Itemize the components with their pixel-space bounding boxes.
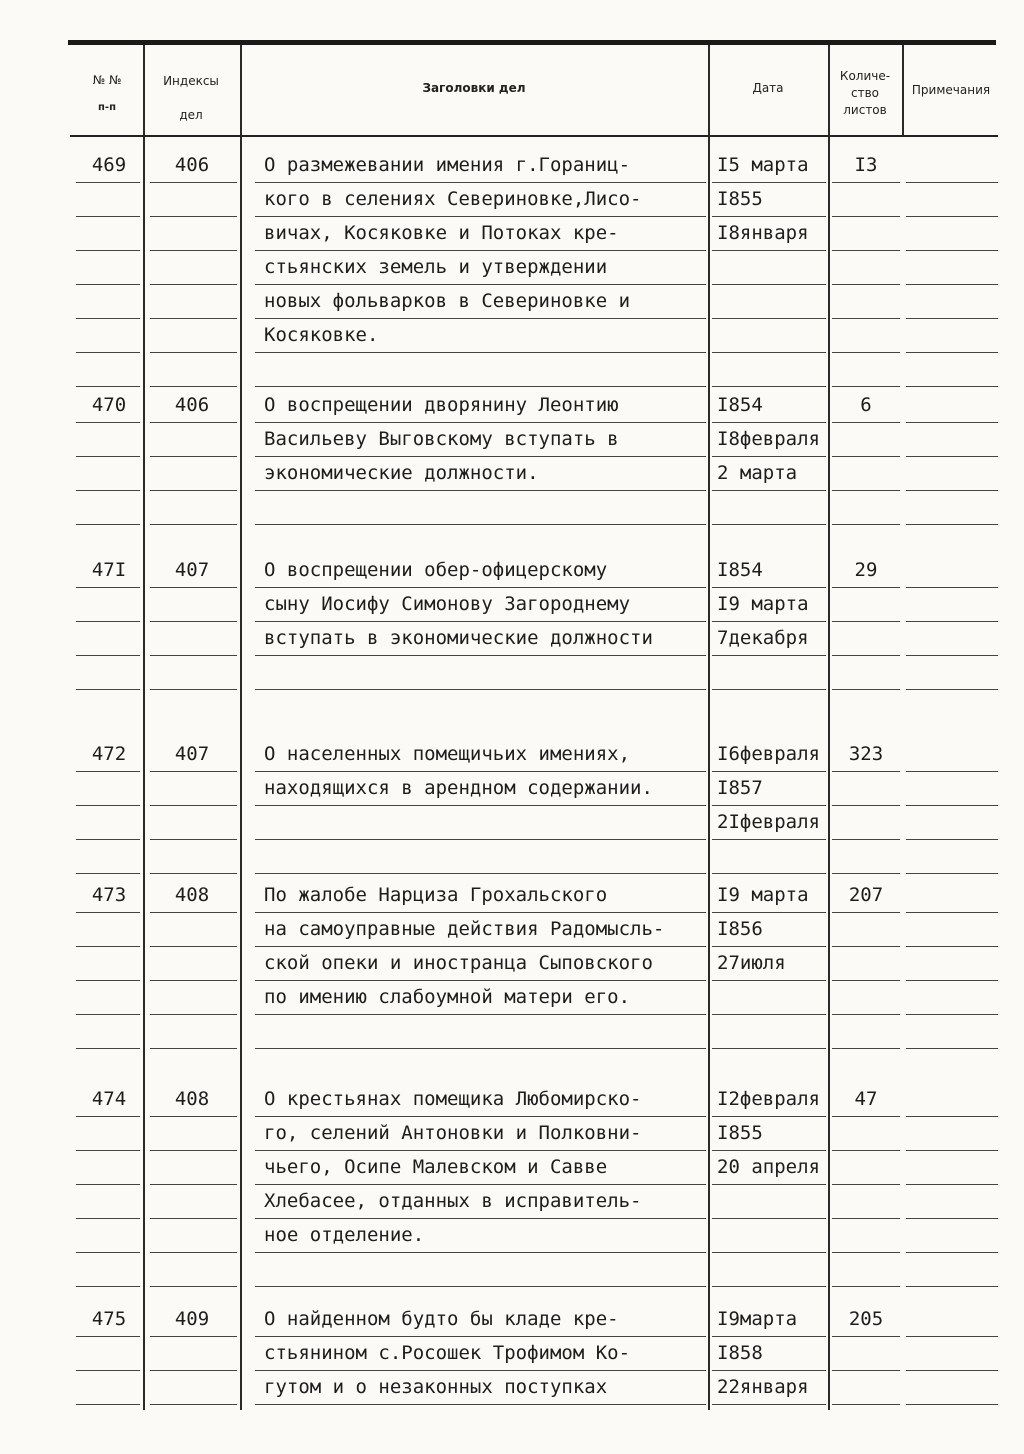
- ruled-line: [906, 318, 998, 319]
- ruled-line: [255, 771, 706, 772]
- ruled-line: [76, 490, 140, 491]
- ruled-line: [712, 1184, 826, 1185]
- ruled-line: [906, 1404, 998, 1405]
- ruled-line: [712, 250, 826, 251]
- ruled-line: [906, 621, 998, 622]
- header-bottom-rule: [70, 135, 998, 137]
- ruled-line: [712, 689, 826, 690]
- ruled-line: [832, 1252, 900, 1253]
- ruled-line: [150, 216, 237, 217]
- ruled-line: [76, 980, 140, 981]
- ruled-line: [150, 1150, 237, 1151]
- ruled-line: [150, 386, 237, 387]
- ruled-line: [906, 1014, 998, 1015]
- header-number-label: № №: [92, 73, 122, 87]
- record-title-line: Хлебасее, отданных в исправитель-: [264, 1190, 642, 1212]
- ruled-line: [76, 1286, 140, 1287]
- record-index: 406: [174, 154, 210, 176]
- ruled-line: [712, 621, 826, 622]
- record-title-line: экономические должности.: [264, 462, 539, 484]
- ruled-line: [255, 216, 706, 217]
- ruled-line: [906, 771, 998, 772]
- header-count-line-1: Количе-: [839, 69, 891, 83]
- record-title-line: О крестьянах помещика Любомирско-: [264, 1088, 642, 1110]
- ruled-line: [712, 980, 826, 981]
- ruled-line: [150, 1184, 237, 1185]
- record-index: 409: [174, 1308, 210, 1330]
- ruled-line: [906, 980, 998, 981]
- ruled-line: [255, 805, 706, 806]
- ruled-line: [255, 1286, 706, 1287]
- ruled-line: [150, 1014, 237, 1015]
- record-index: 408: [174, 1088, 210, 1110]
- ruled-line: [150, 1218, 237, 1219]
- ruled-line: [255, 1048, 706, 1049]
- ruled-line: [906, 456, 998, 457]
- ruled-line: [150, 873, 237, 874]
- record-title-line: го, селений Антоновки и Полковни-: [264, 1122, 642, 1144]
- ruled-line: [150, 1116, 237, 1117]
- record-date-line: 22января: [717, 1376, 809, 1398]
- ruled-line: [712, 524, 826, 525]
- ruled-line: [712, 1404, 826, 1405]
- record-date-line: I9марта: [717, 1308, 798, 1330]
- ruled-line: [832, 1150, 900, 1151]
- ruled-line: [712, 805, 826, 806]
- ruled-line: [150, 839, 237, 840]
- record-date-line: I855: [717, 1122, 763, 1144]
- record-index: 407: [174, 743, 210, 765]
- ruled-line: [255, 1370, 706, 1371]
- ruled-line: [150, 805, 237, 806]
- ruled-line: [712, 912, 826, 913]
- ruled-line: [255, 1404, 706, 1405]
- record-index: 408: [174, 884, 210, 906]
- ruled-line: [832, 912, 900, 913]
- record-title-line: чьего, Осипе Малевском и Савве: [264, 1156, 608, 1178]
- record-sheet-count: 29: [854, 559, 878, 581]
- ruled-line: [76, 182, 140, 183]
- record-number: 473: [91, 884, 127, 906]
- ruled-line: [712, 284, 826, 285]
- ruled-line: [150, 587, 237, 588]
- ruled-line: [906, 912, 998, 913]
- ruled-line: [832, 318, 900, 319]
- record-number: 474: [91, 1088, 127, 1110]
- ruled-line: [906, 587, 998, 588]
- ruled-line: [832, 873, 900, 874]
- ruled-line: [832, 284, 900, 285]
- ruled-line: [712, 1218, 826, 1219]
- ruled-line: [906, 1184, 998, 1185]
- ruled-line: [255, 912, 706, 913]
- record-title: [264, 1082, 714, 1252]
- ruled-line: [76, 771, 140, 772]
- ruled-line: [906, 946, 998, 947]
- ruled-line: [832, 352, 900, 353]
- ruled-line: [255, 524, 706, 525]
- ruled-line: [712, 1150, 826, 1151]
- ruled-line: [906, 689, 998, 690]
- record-date-line: 27июля: [717, 952, 786, 974]
- ruled-line: [906, 1150, 998, 1151]
- ruled-line: [150, 771, 237, 772]
- ruled-line: [906, 422, 998, 423]
- ruled-line: [150, 352, 237, 353]
- record-title-line: находящихся в арендном содержании.: [264, 777, 653, 799]
- ruled-line: [76, 422, 140, 423]
- record-title-line: О воспрещении обер-офицерскому: [264, 559, 608, 581]
- record-title-line: стьянином с.Росошек Трофимом Ко-: [264, 1342, 631, 1364]
- ruled-line: [76, 456, 140, 457]
- record-date-line: I9 марта: [717, 593, 809, 615]
- record-title-line: новых фольварков в Севериновке и: [264, 290, 631, 312]
- ruled-line: [150, 689, 237, 690]
- ruled-line: [255, 839, 706, 840]
- ruled-line: [255, 1014, 706, 1015]
- ruled-line: [76, 1218, 140, 1219]
- record-date-line: I8февраля: [717, 428, 820, 450]
- ruled-line: [255, 352, 706, 353]
- record-title-line: Косяковке.: [264, 324, 379, 346]
- record-date-line: 2 марта: [717, 462, 798, 484]
- ruled-line: [712, 946, 826, 947]
- record-date-line: I2февраля: [717, 1088, 820, 1110]
- ruled-line: [76, 839, 140, 840]
- ruled-line: [712, 490, 826, 491]
- ruled-line: [76, 250, 140, 251]
- ruled-line: [255, 422, 706, 423]
- header-index-sub: дел: [179, 108, 203, 122]
- ruled-line: [712, 1252, 826, 1253]
- ruled-line: [76, 352, 140, 353]
- ruled-line: [832, 1336, 900, 1337]
- ruled-line: [712, 839, 826, 840]
- record-number: 469: [91, 154, 127, 176]
- record-sheet-count: 205: [848, 1308, 884, 1330]
- ruled-line: [255, 1116, 706, 1117]
- ruled-line: [906, 1048, 998, 1049]
- ruled-line: [906, 490, 998, 491]
- ruled-line: [832, 980, 900, 981]
- record-date-line: I858: [717, 1342, 763, 1364]
- header-index-label: Индексы: [163, 74, 219, 88]
- record-number: 475: [91, 1308, 127, 1330]
- ruled-line: [832, 689, 900, 690]
- record-date-line: 20 апреля: [717, 1156, 820, 1178]
- ruled-line: [150, 621, 237, 622]
- ruled-line: [255, 456, 706, 457]
- header-title: Заголовки дел: [422, 81, 526, 95]
- ruled-line: [832, 386, 900, 387]
- ruled-line: [832, 1048, 900, 1049]
- ruled-line: [832, 839, 900, 840]
- ruled-line: [832, 805, 900, 806]
- record-number: 470: [91, 394, 127, 416]
- record-title-line: сыну Иосифу Симонову Загороднему: [264, 593, 631, 615]
- ruled-line: [76, 284, 140, 285]
- ruled-line: [832, 946, 900, 947]
- ruled-line: [832, 250, 900, 251]
- table-row: [0, 1082, 1024, 1252]
- ruled-line: [906, 1252, 998, 1253]
- record-date: [717, 1302, 842, 1404]
- ruled-line: [712, 352, 826, 353]
- record-title-line: Васильеву Выговскому вступать в: [264, 428, 619, 450]
- header-notes: Примечания: [911, 83, 991, 97]
- ruled-line: [906, 839, 998, 840]
- ruled-line: [76, 805, 140, 806]
- ruled-line: [255, 621, 706, 622]
- ruled-line: [832, 771, 900, 772]
- record-title: [264, 553, 714, 655]
- ruled-line: [255, 182, 706, 183]
- record-title-line: О населенных помещичьих имениях,: [264, 743, 631, 765]
- ruled-line: [150, 318, 237, 319]
- ruled-line: [906, 386, 998, 387]
- record-title-line: О воспрещении дворянину Леонтию: [264, 394, 619, 416]
- record-title-line: по имению слабоумной матери его.: [264, 986, 631, 1008]
- header-number: [74, 66, 140, 122]
- record-date-line: I855: [717, 188, 763, 210]
- ruled-line: [255, 1336, 706, 1337]
- ruled-line: [76, 689, 140, 690]
- record-date: [717, 1082, 842, 1184]
- record-date: [717, 737, 842, 839]
- record-title-line: вичах, Косяковке и Потоках кре-: [264, 222, 619, 244]
- header-count-line-2: ство: [850, 86, 879, 100]
- record-title-line: По жалобе Нарциза Грохальского: [264, 884, 608, 906]
- ruled-line: [712, 386, 826, 387]
- record-sheet-count: 207: [848, 884, 884, 906]
- ruled-line: [906, 352, 998, 353]
- ruled-line: [832, 587, 900, 588]
- ruled-line: [255, 284, 706, 285]
- header-index: [145, 64, 237, 132]
- table-row: [0, 553, 1024, 655]
- ruled-line: [906, 1336, 998, 1337]
- table-top-rule: [68, 40, 996, 45]
- ruled-line: [832, 182, 900, 183]
- record-number: 472: [91, 743, 127, 765]
- table-row: [0, 388, 1024, 490]
- ruled-line: [832, 456, 900, 457]
- ruled-line: [150, 490, 237, 491]
- ruled-line: [150, 456, 237, 457]
- ruled-line: [712, 1116, 826, 1117]
- ruled-line: [76, 1048, 140, 1049]
- ruled-line: [150, 946, 237, 947]
- ruled-line: [255, 689, 706, 690]
- ruled-line: [712, 1336, 826, 1337]
- ruled-line: [832, 216, 900, 217]
- ruled-line: [712, 216, 826, 217]
- record-date-line: I854: [717, 394, 763, 416]
- ruled-line: [255, 873, 706, 874]
- ruled-line: [150, 422, 237, 423]
- ruled-line: [150, 182, 237, 183]
- record-date: [717, 148, 842, 250]
- ruled-line: [712, 1286, 826, 1287]
- ruled-line: [832, 1404, 900, 1405]
- ruled-line: [76, 946, 140, 947]
- ruled-line: [150, 655, 237, 656]
- ruled-line: [712, 1014, 826, 1015]
- table-row: [0, 1302, 1024, 1404]
- record-index: 407: [174, 559, 210, 581]
- ruled-line: [255, 587, 706, 588]
- ruled-line: [76, 1184, 140, 1185]
- ruled-line: [712, 318, 826, 319]
- record-title-line: О найденном будто бы кладе кре-: [264, 1308, 619, 1330]
- ruled-line: [150, 1048, 237, 1049]
- ruled-line: [255, 946, 706, 947]
- ruled-line: [255, 1218, 706, 1219]
- ruled-line: [255, 386, 706, 387]
- record-date-line: I856: [717, 918, 763, 940]
- record-date-line: I9 марта: [717, 884, 809, 906]
- ruled-line: [906, 873, 998, 874]
- ruled-line: [150, 1370, 237, 1371]
- ruled-line: [76, 1404, 140, 1405]
- ruled-line: [76, 1150, 140, 1151]
- record-sheet-count: 47: [854, 1088, 878, 1110]
- ruled-line: [255, 318, 706, 319]
- ruled-line: [150, 284, 237, 285]
- ruled-line: [832, 1370, 900, 1371]
- ruled-line: [150, 912, 237, 913]
- ruled-line: [906, 524, 998, 525]
- ruled-line: [712, 182, 826, 183]
- ruled-line: [906, 1218, 998, 1219]
- ruled-line: [906, 1116, 998, 1117]
- ruled-line: [255, 250, 706, 251]
- record-date: [717, 388, 842, 490]
- record-date: [717, 553, 842, 655]
- record-title-line: ное отделение.: [264, 1224, 425, 1246]
- ruled-line: [832, 1184, 900, 1185]
- ruled-line: [150, 1404, 237, 1405]
- record-title: [264, 388, 714, 490]
- ruled-line: [76, 587, 140, 588]
- ruled-line: [150, 250, 237, 251]
- ruled-line: [255, 655, 706, 656]
- record-sheet-count: 6: [860, 394, 872, 416]
- ruled-line: [906, 655, 998, 656]
- ruled-line: [832, 1116, 900, 1117]
- ruled-line: [832, 1218, 900, 1219]
- record-date: [717, 878, 842, 980]
- record-date-line: 2Iфевраля: [717, 811, 820, 833]
- ruled-line: [150, 1336, 237, 1337]
- ruled-line: [150, 1252, 237, 1253]
- record-title-line: О размежевании имения г.Гораниц-: [264, 154, 631, 176]
- ruled-line: [76, 216, 140, 217]
- ruled-line: [712, 587, 826, 588]
- ruled-line: [712, 422, 826, 423]
- ruled-line: [712, 873, 826, 874]
- ruled-line: [255, 490, 706, 491]
- ruled-line: [712, 1048, 826, 1049]
- ruled-line: [832, 621, 900, 622]
- ruled-line: [832, 655, 900, 656]
- record-title-line: кого в селениях Севериновке,Лисо-: [264, 188, 642, 210]
- ruled-line: [906, 216, 998, 217]
- ruled-line: [906, 182, 998, 183]
- record-date-line: I8января: [717, 222, 809, 244]
- record-date-line: I857: [717, 777, 763, 799]
- ruled-line: [255, 1150, 706, 1151]
- record-date-line: I5 марта: [717, 154, 809, 176]
- record-title-line: ской опеки и иностранца Сыповского: [264, 952, 653, 974]
- ruled-line: [255, 1252, 706, 1253]
- record-number: 47I: [91, 559, 127, 581]
- record-title-line: вступать в экономические должности: [264, 627, 653, 649]
- record-title: [264, 1302, 714, 1404]
- ruled-line: [76, 912, 140, 913]
- record-title-line: гутом и о незаконных поступках: [264, 1376, 608, 1398]
- ruled-line: [906, 805, 998, 806]
- ruled-line: [832, 490, 900, 491]
- ruled-line: [712, 771, 826, 772]
- ruled-line: [76, 1014, 140, 1015]
- ruled-line: [150, 524, 237, 525]
- ruled-line: [76, 1370, 140, 1371]
- record-title-line: на самоуправные действия Радомысль-: [264, 918, 665, 940]
- ruled-line: [832, 524, 900, 525]
- table-row: [0, 737, 1024, 839]
- ruled-line: [76, 386, 140, 387]
- ruled-line: [255, 980, 706, 981]
- ruled-line: [832, 1014, 900, 1015]
- ruled-line: [906, 250, 998, 251]
- ruled-line: [150, 980, 237, 981]
- ruled-line: [76, 524, 140, 525]
- header-count-line-3: листов: [843, 103, 887, 117]
- header-date: Дата: [752, 81, 784, 95]
- ruled-line: [76, 318, 140, 319]
- ruled-line: [255, 1184, 706, 1185]
- ruled-line: [712, 456, 826, 457]
- ruled-line: [712, 655, 826, 656]
- ruled-line: [832, 1286, 900, 1287]
- record-sheet-count: 323: [848, 743, 884, 765]
- ruled-line: [906, 1370, 998, 1371]
- ruled-line: [76, 873, 140, 874]
- record-date-line: I854: [717, 559, 763, 581]
- header-number-sub: п-п: [98, 102, 116, 113]
- record-title-line: стьянских земель и утверждении: [264, 256, 608, 278]
- ruled-line: [906, 1286, 998, 1287]
- ruled-line: [832, 422, 900, 423]
- ruled-line: [906, 284, 998, 285]
- ruled-line: [76, 1252, 140, 1253]
- record-date-line: 7декабря: [717, 627, 809, 649]
- ruled-line: [76, 1116, 140, 1117]
- ruled-line: [76, 1336, 140, 1337]
- record-date-line: I6февраля: [717, 743, 820, 765]
- ruled-line: [76, 621, 140, 622]
- header-count: [829, 68, 901, 119]
- record-sheet-count: I3: [854, 154, 878, 176]
- ruled-line: [76, 655, 140, 656]
- record-index: 406: [174, 394, 210, 416]
- ruled-line: [150, 1286, 237, 1287]
- ruled-line: [712, 1370, 826, 1371]
